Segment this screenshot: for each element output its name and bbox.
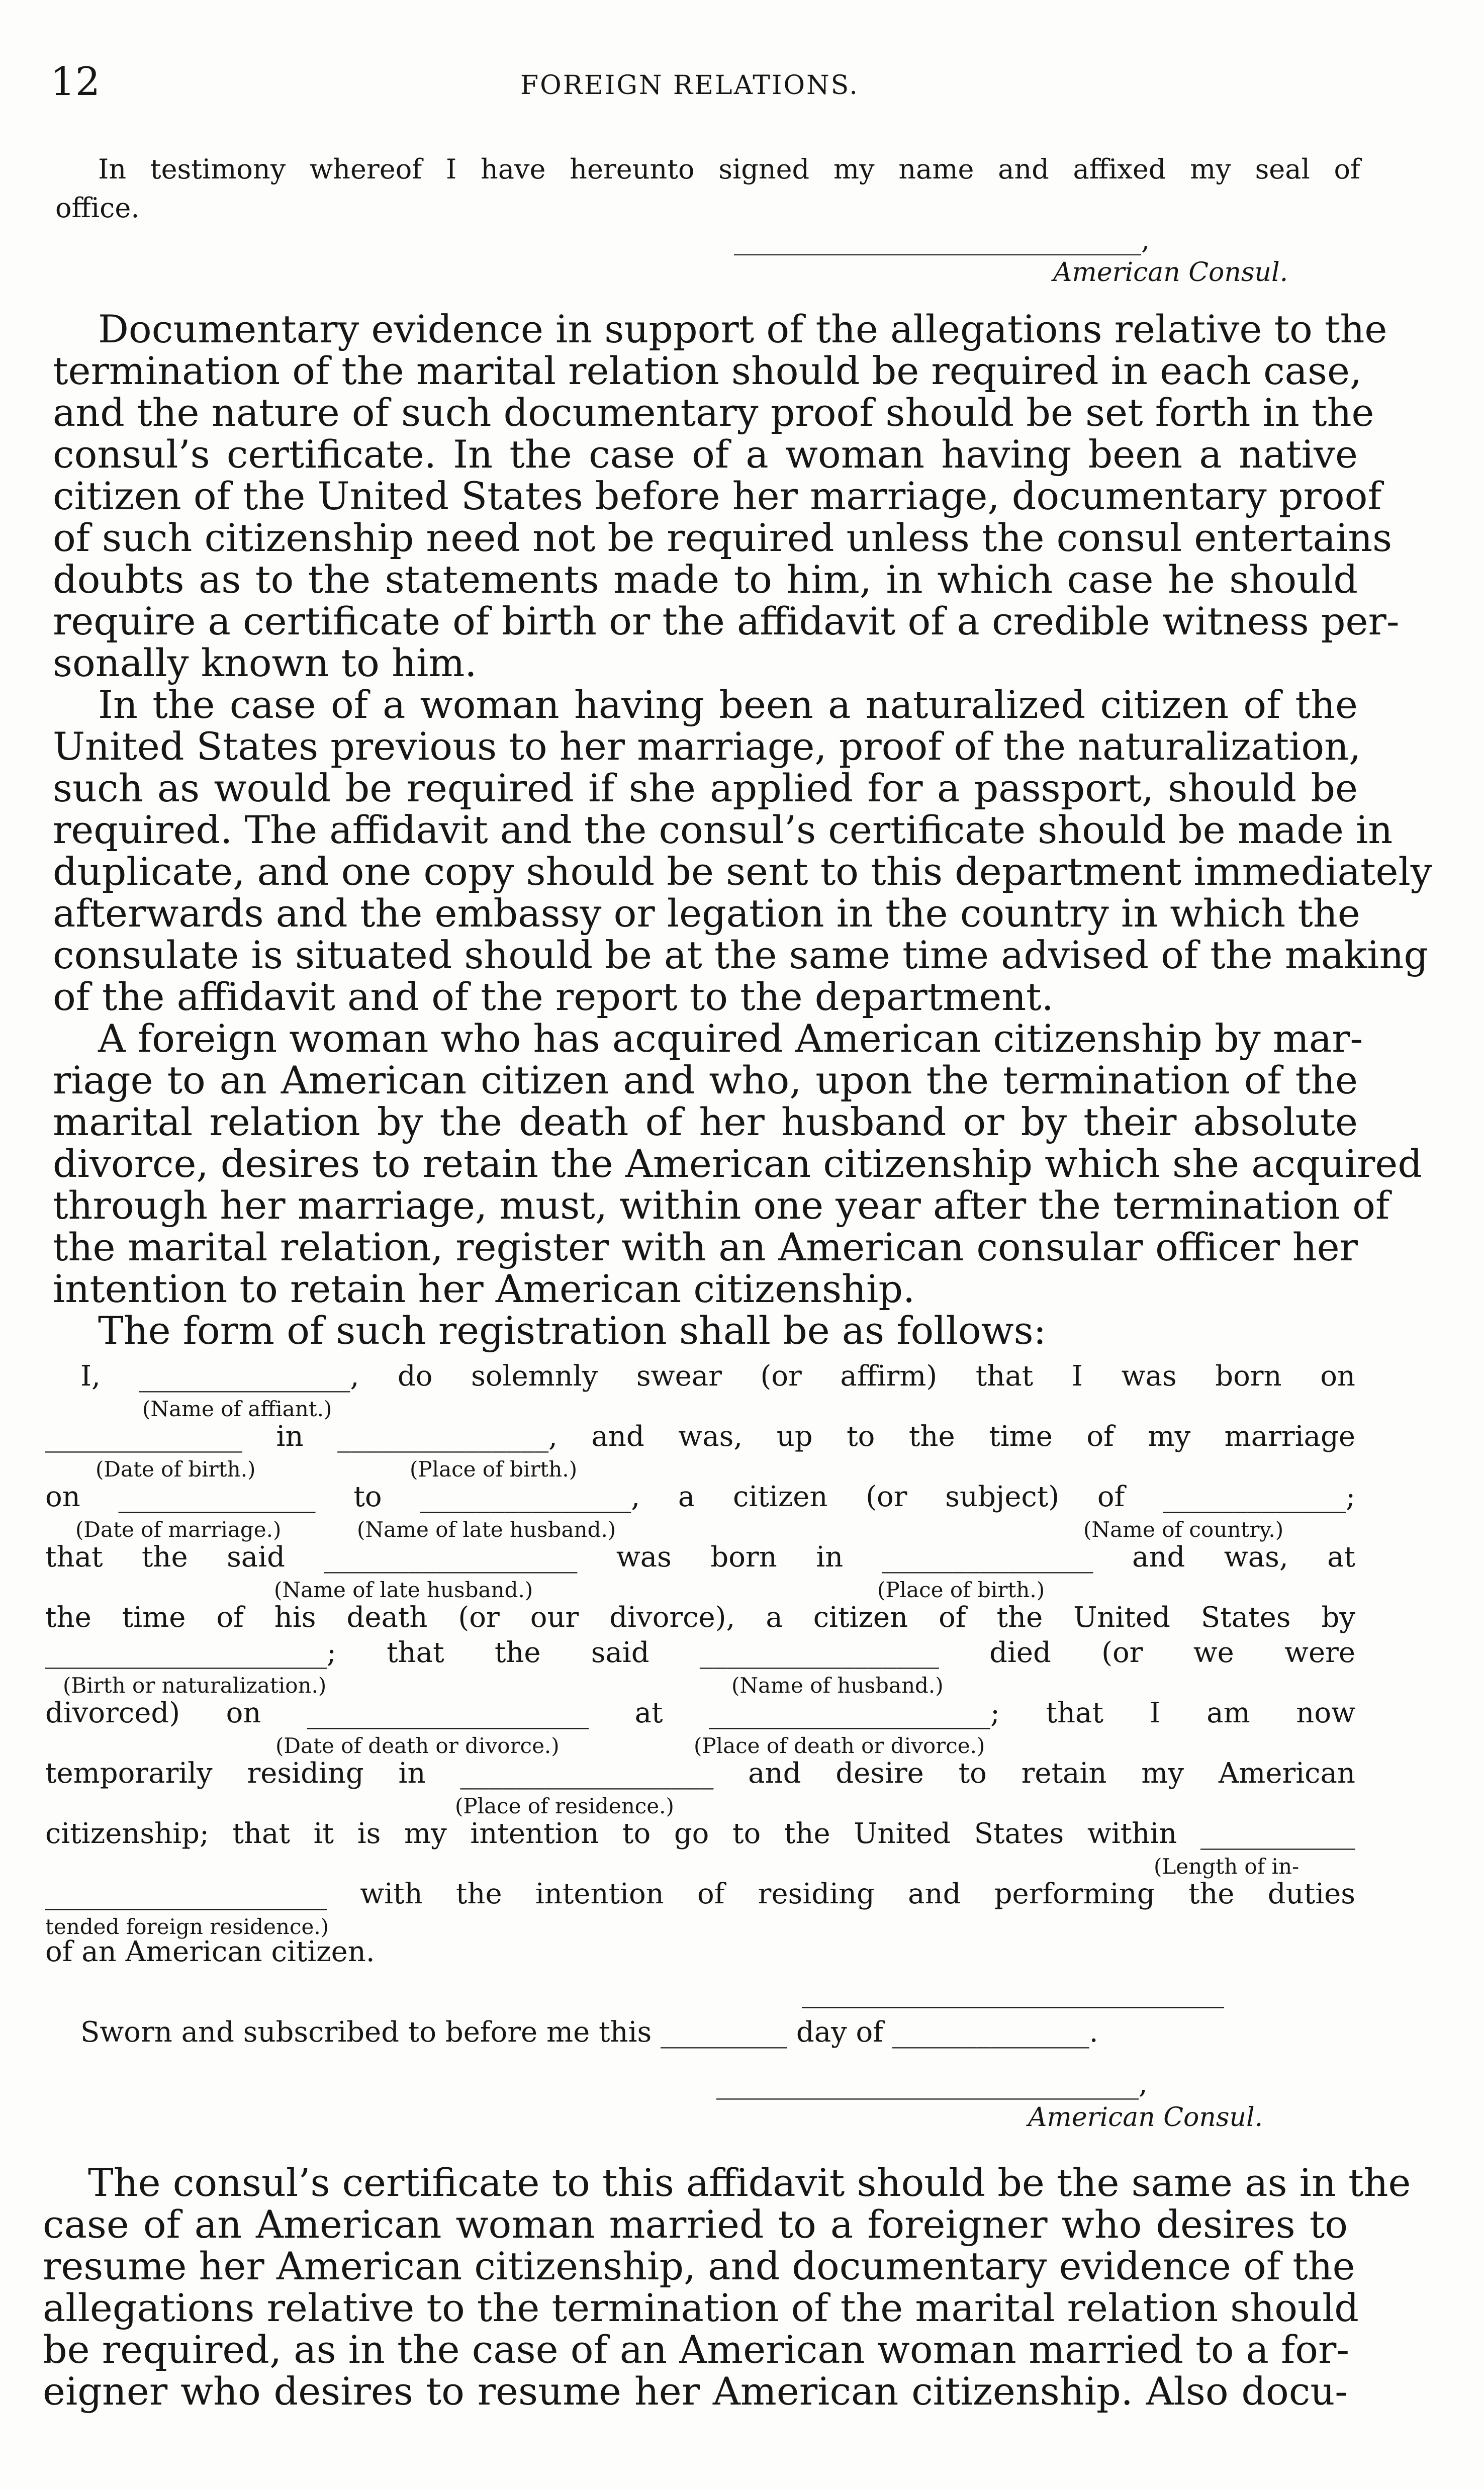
closing-line: resume her American citizenship, and documentary evidence of the — [43, 2244, 1355, 2288]
body-line: citizen of the United States before her marriage, documentary proof — [53, 474, 1382, 518]
form-caption: (Place of birth.) — [877, 1578, 1045, 1602]
body-line: The form of such registration shall be as follows: — [98, 1308, 1047, 1353]
form-caption: (Date of marriage.) — [75, 1517, 282, 1542]
body-line: termination of the marital relation should be required in each case, — [53, 348, 1362, 393]
body-line: and the nature of such documentary proof should be set forth in the — [53, 390, 1374, 435]
body-line: duplicate, and one copy should be sent to this department immediately — [53, 849, 1432, 894]
form-line: I, _______________, do solemnly swear (or affirm) that I was born on — [80, 1360, 1355, 1393]
page-number: 12 — [50, 59, 101, 105]
running-title: FOREIGN RELATIONS. — [520, 70, 859, 101]
form-caption: (Place of death or divorce.) — [694, 1733, 985, 1758]
body-line: the marital relation, register with an American consular officer her — [53, 1225, 1358, 1269]
form-line: temporarily residing in __________________ and desire to retain my American — [45, 1757, 1355, 1790]
form-line: ____________________ with the intention of residing and performing the duties — [45, 1878, 1355, 1910]
form-caption: (Name of late husband.) — [274, 1578, 533, 1602]
body-line: A foreign woman who has acquired American citizenship by mar- — [98, 1016, 1363, 1061]
body-line: In the case of a woman having been a naturalized citizen of the — [98, 682, 1358, 727]
body-line: doubts as to the statements made to him, in which case he should — [53, 557, 1358, 602]
form-line: the time of his death (or our divorce), a citizen of the United States by — [45, 1601, 1355, 1634]
form-line: ______________ in _______________, and was, up to the time of my marriage — [45, 1420, 1355, 1453]
testimony-line-2: office. — [55, 192, 140, 224]
form-line: of an American citizen. — [45, 1935, 375, 1968]
closing-line: be required, as in the case of an American woman married to a for- — [43, 2327, 1350, 2372]
form-caption: tended foreign residence.) — [45, 1914, 329, 1939]
form-caption: (Name of late husband.) — [357, 1517, 616, 1542]
affiant-signature-blank: ______________________________ — [802, 1976, 1224, 2008]
testimony-line-1: In testimony whereof I have hereunto signed my name and affixed my seal of — [98, 153, 1360, 185]
form-caption: (Name of affiant.) — [142, 1397, 332, 1421]
body-line: such as would be required if she applied for a passport, should be — [53, 766, 1358, 810]
form-caption: (Length of in- — [1154, 1854, 1300, 1879]
form-caption: (Date of birth.) — [96, 1457, 256, 1482]
form-line: divorced) on ____________________ at ____________________; that I am now — [45, 1697, 1355, 1729]
form-line: ____________________; that the said _________________ died (or we were — [45, 1636, 1355, 1669]
body-line: through her marriage, must, within one year after the termination of — [53, 1183, 1390, 1228]
body-line: sonally known to him. — [53, 640, 477, 685]
testimony-signature-title: American Consul. — [1053, 257, 1288, 288]
form-line: on ______________ to _______________, a citizen (or subject) of _____________; — [45, 1481, 1355, 1513]
body-line: require a certificate of birth or the affidavit of a credible witness per- — [53, 599, 1400, 643]
body-line: of such citizenship need not be required unless the consul entertains — [53, 515, 1393, 560]
body-line: riage to an American citizen and who, upon the termination of the — [53, 1058, 1358, 1102]
body-line: marital relation by the death of her husband or by their absolute — [53, 1099, 1358, 1144]
form-line: citizenship; that it is my intention to go to the United States within ___________ — [45, 1817, 1355, 1850]
form-caption: (Birth or naturalization.) — [63, 1673, 327, 1698]
form-line: that the said __________________ was born in _______________ and was, at — [45, 1541, 1355, 1574]
body-line: required. The affidavit and the consul’s certificate should be made in — [53, 807, 1393, 852]
body-line: consul’s certificate. In the case of a woman having been a native — [53, 432, 1358, 477]
body-line: Documentary evidence in support of the allegations relative to the — [98, 307, 1387, 351]
closing-line: case of an American woman married to a foreigner who desires to — [43, 2202, 1348, 2247]
body-line: consulate is situated should be at the same time advised of the making — [53, 933, 1429, 977]
testimony-signature-blank: ______________________________, — [734, 224, 1150, 255]
body-line: afterwards and the embassy or legation in the country in which the — [53, 891, 1360, 936]
consul-signature-title: American Consul. — [1028, 2102, 1263, 2133]
form-caption: (Place of birth.) — [410, 1457, 578, 1482]
closing-line: allegations relative to the termination of the marital relation should — [43, 2285, 1359, 2330]
form-caption: (Name of husband.) — [731, 1673, 944, 1698]
sworn-line: Sworn and subscribed to before me this _________ day of ______________. — [80, 2016, 1098, 2049]
consul-signature-blank: ______________________________, — [716, 2067, 1148, 2100]
form-caption: (Place of residence.) — [455, 1794, 674, 1818]
body-line: United States previous to her marriage, proof of the naturalization, — [53, 724, 1361, 769]
closing-line: eigner who desires to resume her American citizenship. Also docu- — [43, 2369, 1348, 2414]
form-caption: (Name of country.) — [1083, 1517, 1284, 1542]
closing-line: The consul’s certificate to this affidavit should be the same as in the — [88, 2160, 1411, 2205]
body-line: divorce, desires to retain the American citizenship which she acquired — [53, 1141, 1422, 1186]
body-line: of the affidavit and of the report to the department. — [53, 974, 1054, 1019]
body-line: intention to retain her American citizenship. — [53, 1266, 915, 1311]
form-caption: (Date of death or divorce.) — [275, 1733, 560, 1758]
